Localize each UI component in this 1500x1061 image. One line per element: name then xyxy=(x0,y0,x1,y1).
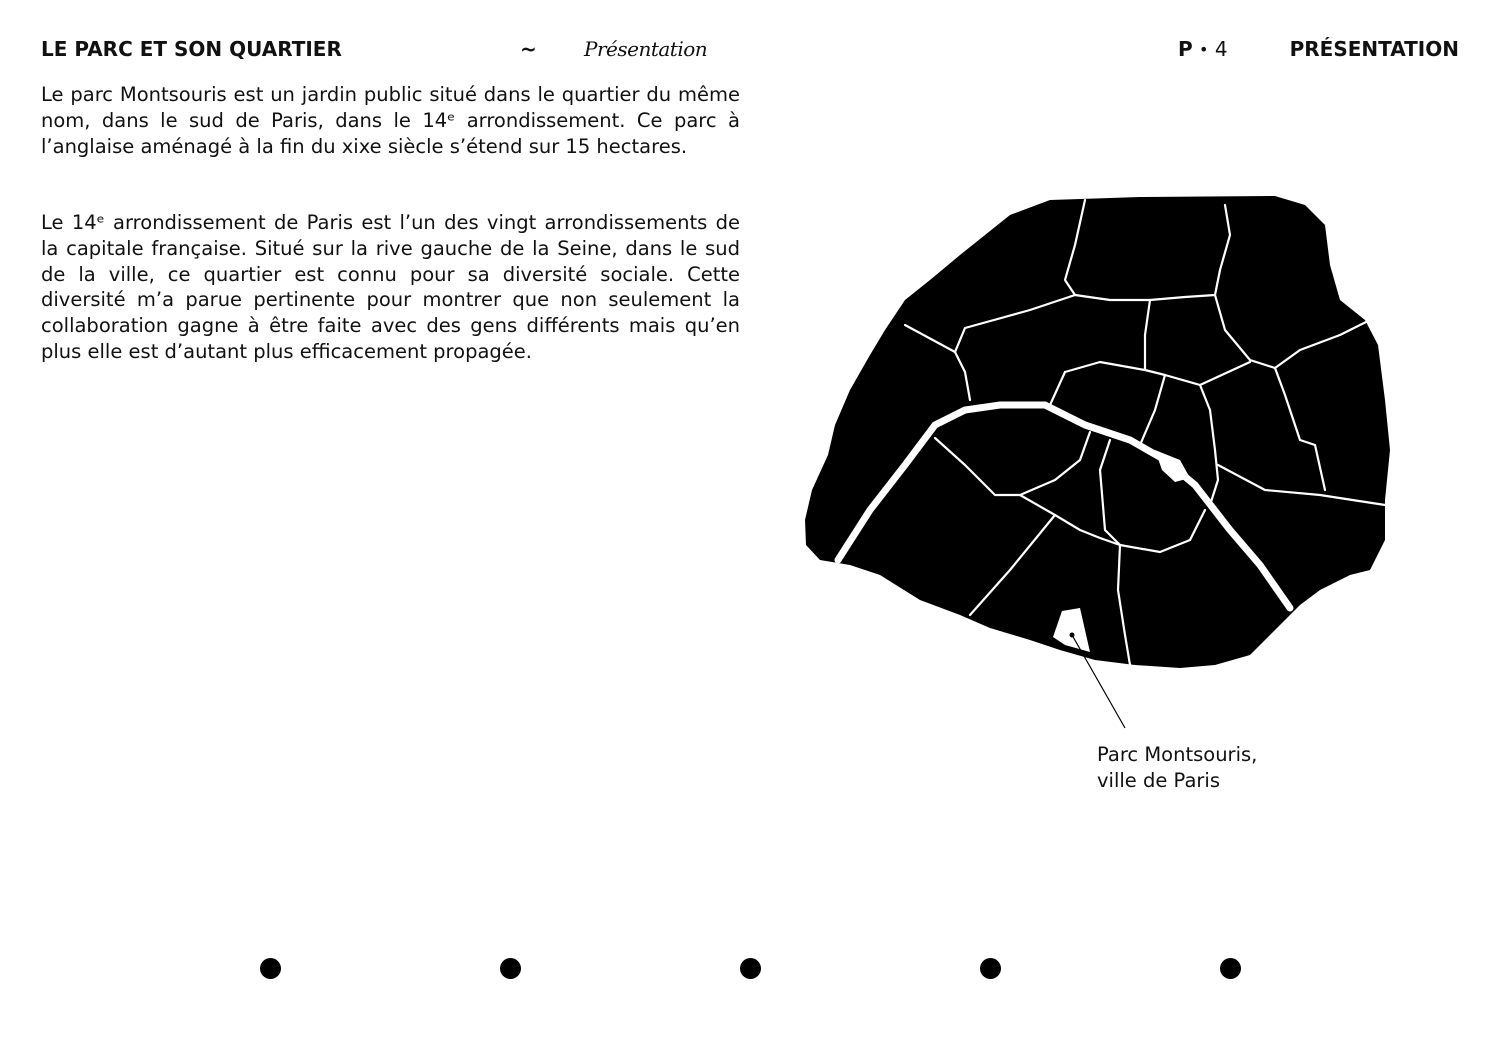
section-title: LE PARC ET SON QUARTIER xyxy=(41,37,342,61)
page-number-value: 4 xyxy=(1214,37,1228,61)
binding-hole xyxy=(1220,958,1241,979)
caption-line-1: Parc Montsouris, xyxy=(1097,743,1258,766)
page-dot: • xyxy=(1199,40,1209,59)
page-number xyxy=(1178,35,1228,64)
binding-hole xyxy=(980,958,1001,979)
header-separator: ~ xyxy=(520,37,537,61)
paragraph-text-1: Le parc Montsouris est un jardin public situé dans le quartier du même nom, dans le sud de Paris, dans le 14ᵉ arrondissement. Ce parc à l’anglaise aménagé à la fin du xixe siècle s’étend sur 15 hectares. xyxy=(41,83,740,158)
paris-arrondissements-map xyxy=(790,185,1400,745)
map-caption xyxy=(1097,742,1257,794)
district-paragraph xyxy=(41,210,740,365)
intro-paragraph xyxy=(41,82,740,159)
paragraph-text-2: Le 14ᵉ arrondissement de Paris est l’un des vingt arrondissements de la capitale française. Situé sur la rive gauche de la Seine, dans le sud de la ville, ce quartier est connu pour sa diversité sociale. Cette diversité m’a parue pertinente pour montrer que non seulement la collaboration gagne à être faite avec des gens différents mais qu’en plus elle est d’autant plus efficacement propagée. xyxy=(41,211,740,363)
page-prefix: P xyxy=(1178,37,1193,61)
caption-line-2: ville de Paris xyxy=(1097,769,1220,792)
header-subtitle: Présentation xyxy=(584,37,708,61)
binding-hole xyxy=(260,958,281,979)
page-title: PRÉSENTATION xyxy=(1289,37,1459,61)
binding-hole xyxy=(500,958,521,979)
binding-hole xyxy=(740,958,761,979)
